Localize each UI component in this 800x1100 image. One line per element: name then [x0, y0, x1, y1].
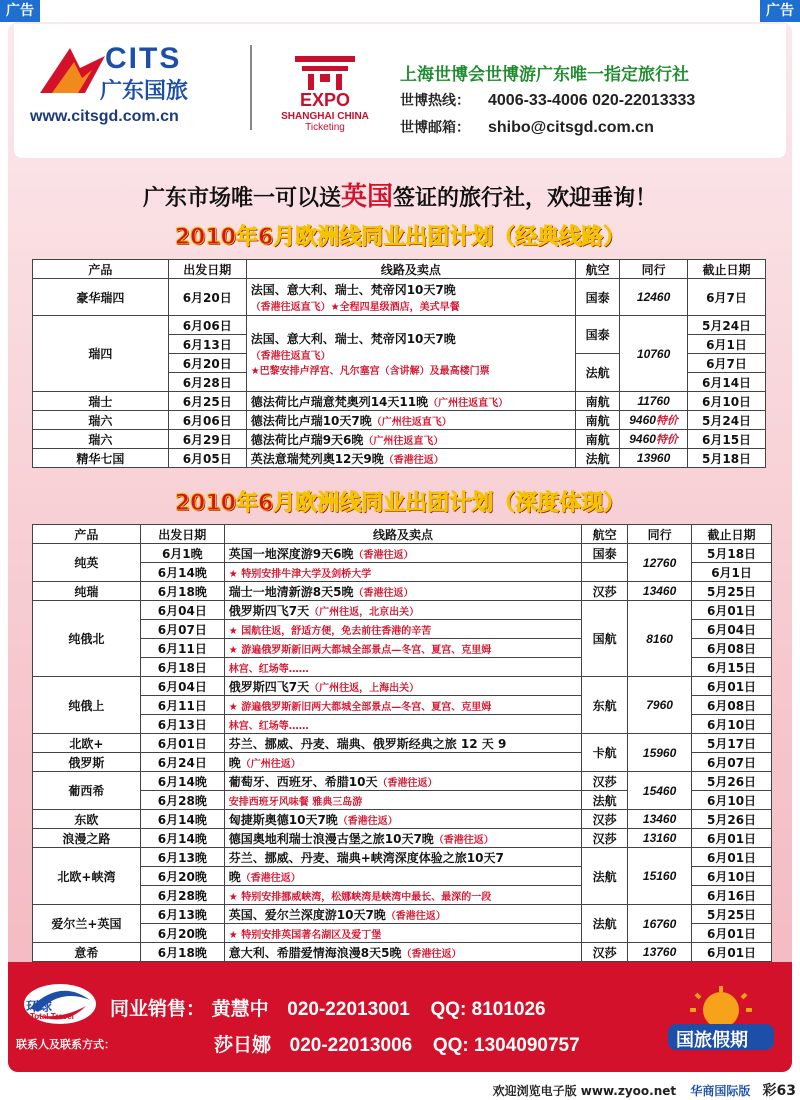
table-row: [33, 601, 772, 620]
route-star: ★ 游遍俄罗斯新旧两大都城全部景点—冬宫、夏宫、克里姆: [224, 639, 581, 658]
deadline-cell: 6月04日: [692, 620, 772, 639]
table-row: [33, 848, 772, 867]
route-note: （广州往返直飞）: [363, 435, 444, 447]
footer-site: 欢迎浏览电子版 www.zyoo.net: [492, 1084, 677, 1098]
table-row: [33, 943, 772, 962]
expo-logo: [270, 50, 380, 140]
route-cell: [246, 411, 575, 430]
route-star: ★ 特别安排挪威峡湾，松娜峡湾是峡湾中最长、最深的一段: [224, 886, 581, 905]
deadline-cell: 6月10日: [692, 867, 772, 886]
price-cell: 12760: [628, 544, 692, 582]
date-cell: 6月06日: [168, 316, 246, 335]
product-cell: 北欧+峡湾: [33, 848, 141, 905]
section2-title: 2010年6月欧洲线同业出团计划（深度体现）: [174, 491, 626, 516]
footer-brand: 华商国际版: [690, 1084, 751, 1098]
route-star: ★ 国航往返，舒适方便，免去前往香港的辛苦: [224, 620, 581, 639]
price-cell: 13760: [628, 943, 692, 962]
cits-brand: CITS: [105, 42, 182, 75]
date-cell: 6月04日: [140, 677, 224, 696]
route-cell: [224, 772, 581, 791]
product-cell: 瑞六: [33, 411, 169, 430]
sales-name-1: 黄慧中: [211, 998, 269, 1020]
route-note: （广州往返）: [240, 758, 301, 770]
route-text: 瑞士一地清新游8天5晚: [228, 584, 354, 599]
page-number: 彩63: [762, 1083, 796, 1099]
date-cell: 6月28晚: [140, 791, 224, 810]
slogan-post: 签证的旅行社，欢迎垂询！: [393, 186, 658, 211]
airline-cell: 国航: [582, 601, 628, 677]
route-text: 法国、意大利、瑞士、梵帝冈10天7晚: [250, 283, 456, 297]
cits-url: www.citsgd.com.cn: [30, 108, 179, 125]
route-note: （广州往返，北京出关）: [309, 606, 420, 618]
table-row: [33, 582, 772, 601]
price-cell: 11760: [620, 392, 688, 411]
price-cell: 15460: [628, 772, 692, 810]
table-row: [33, 411, 766, 430]
route-note: （香港往返）: [240, 872, 301, 884]
date-cell: 6月29日: [168, 430, 246, 449]
product-cell: 浪漫之路: [33, 829, 141, 848]
route-note: （香港往返直飞）: [250, 351, 331, 362]
price-cell: 12460: [620, 279, 688, 316]
route-text: 英国一地深度游9天6晚: [228, 546, 354, 561]
date-cell: 6月20晚: [140, 924, 224, 943]
cits-logo: [30, 38, 250, 128]
hotline-label: 世博热线：: [400, 93, 470, 109]
col-price: 同行: [628, 525, 692, 544]
route-text: 德法荷比卢瑞10天7晚: [250, 413, 372, 428]
route-text: 英法意瑞梵列奥12天9晚: [250, 451, 384, 466]
product-cell: 瑞六: [33, 430, 169, 449]
route-note: （香港往返）: [337, 815, 398, 827]
deadline-cell: 6月1日: [692, 563, 772, 582]
sales-label: 同业销售：: [110, 998, 206, 1020]
col-date: 出发日期: [140, 525, 224, 544]
sales-row-2: [214, 1030, 580, 1057]
sales-qq-2: QQ: 1304090757: [432, 1035, 580, 1056]
email-row: [400, 117, 654, 137]
route-cell: 芬兰、挪威、丹麦、瑞典、俄罗斯经典之旅 12 天 9: [224, 734, 581, 753]
airline-cell: 东航: [582, 677, 628, 734]
route-note: ★巴黎安排卢浮宫、凡尔塞宫（含讲解）及最高楼门票: [250, 366, 490, 377]
date-cell: 6月05日: [168, 449, 246, 468]
route-cell: [224, 810, 581, 829]
price-value: 9460: [629, 432, 656, 446]
price-cell: 15960: [628, 734, 692, 772]
deadline-cell: 6月08日: [692, 696, 772, 715]
date-cell: 6月07日: [140, 620, 224, 639]
date-cell: 6月14晚: [140, 829, 224, 848]
product-cell: 爱尔兰+英国: [33, 905, 141, 943]
route-star: 安排西班牙风味餐 雅典三岛游: [224, 791, 581, 810]
deadline-cell: 6月15日: [688, 430, 766, 449]
airline-cell: 法航: [582, 905, 628, 943]
date-cell: 6月20日: [168, 354, 246, 373]
product-cell: 俄罗斯: [33, 753, 141, 772]
price-cell: 13460: [628, 810, 692, 829]
route-text: 葡萄牙、西班牙、希腊10天: [228, 774, 378, 789]
deadline-cell: 6月01日: [692, 829, 772, 848]
deadline-cell: 6月10日: [692, 715, 772, 734]
total-travel-sub: Total Travel: [30, 1012, 74, 1021]
product-cell: 葡西希: [33, 772, 141, 810]
airline-cell: 汉莎: [582, 772, 628, 791]
price-cell: 13460: [628, 582, 692, 601]
col-airline: 航空: [576, 260, 620, 279]
header-title: 上海世博会世博游广东唯一指定旅行社: [400, 65, 689, 85]
email-value: shibo@citsgd.com.cn: [488, 119, 654, 136]
route-cell: [246, 430, 575, 449]
date-cell: 6月20日: [168, 279, 246, 316]
product-cell: 意希: [33, 943, 141, 962]
route-cell: [224, 943, 581, 962]
sales-tel-1: 020-22013001: [287, 999, 410, 1020]
deadline-cell: 6月10日: [692, 791, 772, 810]
expo-ticketing: Ticketing: [305, 122, 345, 133]
sales-row-1: [110, 994, 546, 1021]
route-text: 晚: [228, 869, 241, 884]
price-cell: 15160: [628, 848, 692, 905]
col-deadline: 截止日期: [688, 260, 766, 279]
slogan: [0, 176, 800, 213]
col-product: 产品: [33, 260, 169, 279]
sales-name-2: 莎日娜: [214, 1034, 272, 1056]
route-star: 林宫、红场等……: [224, 658, 581, 677]
route-text: 德法荷比卢瑞9天6晚: [250, 432, 364, 447]
airline-cell: 法航: [582, 791, 628, 810]
date-cell: 6月18晚: [140, 943, 224, 962]
deadline-cell: 6月15日: [692, 658, 772, 677]
table-row: [33, 392, 766, 411]
contact-label: 联系人及联系方式：: [16, 1038, 115, 1051]
price-value: 9460: [629, 413, 656, 427]
date-cell: 6月18晚: [140, 582, 224, 601]
date-cell: 6月14晚: [140, 563, 224, 582]
route-cell: [224, 753, 581, 772]
route-cell: [246, 449, 575, 468]
total-travel-text: 环球: [26, 1000, 53, 1015]
deadline-cell: 5月26日: [692, 810, 772, 829]
route-note: （香港往返）: [353, 587, 414, 599]
airline-cell: 汉莎: [582, 829, 628, 848]
deadline-cell: 5月26日: [692, 772, 772, 791]
header-divider: [250, 45, 252, 130]
deadline-cell: 5月17日: [692, 734, 772, 753]
table-row: [33, 772, 772, 791]
col-route: 线路及卖点: [246, 260, 575, 279]
date-cell: 6月13晚: [140, 905, 224, 924]
product-cell: 东欧: [33, 810, 141, 829]
deadline-cell: 6月14日: [688, 373, 766, 392]
date-cell: 6月28日: [168, 373, 246, 392]
product-cell: 瑞士: [33, 392, 169, 411]
route-star: ★ 游遍俄罗斯新旧两大都城全部景点—冬宫、夏宫、克里姆: [224, 696, 581, 715]
sales-qq-1: QQ: 8101026: [430, 999, 546, 1020]
airline-cell: 南航: [576, 392, 620, 411]
route-text: 意大利、希腊爱情海浪漫8天5晚: [228, 945, 402, 960]
route-cell: [224, 582, 581, 601]
price-cell: [620, 411, 688, 430]
date-cell: 6月25日: [168, 392, 246, 411]
route-note: （香港往返）: [383, 454, 444, 466]
classic-route-table: [32, 259, 766, 468]
airline-cell: 法航: [582, 848, 628, 905]
deadline-cell: 6月01日: [692, 677, 772, 696]
expo-subtitle: SHANGHAI CHINA: [281, 111, 369, 122]
product-cell: 精华七国: [33, 449, 169, 468]
product-cell: 豪华瑞四: [33, 279, 169, 316]
route-cell: [246, 316, 575, 392]
airline-cell: [582, 563, 628, 582]
date-cell: 6月04日: [140, 601, 224, 620]
product-cell: 纯俄北: [33, 601, 141, 677]
route-star: 林宫、红场等……: [224, 715, 581, 734]
date-cell: 6月13日: [140, 715, 224, 734]
table-header-row: [33, 525, 772, 544]
col-route: 线路及卖点: [224, 525, 581, 544]
date-cell: 6月06日: [168, 411, 246, 430]
ad-label-left: 广告: [0, 0, 40, 22]
route-text: 俄罗斯四飞7天: [228, 679, 310, 694]
route-text: 法国、意大利、瑞士、梵帝冈10天7晚: [250, 332, 456, 346]
deadline-cell: 5月18日: [688, 449, 766, 468]
route-note: （广州往返，上海出关）: [309, 682, 420, 694]
deadline-cell: 6月10日: [688, 392, 766, 411]
total-travel-logo: [20, 978, 100, 1028]
airline-cell: 南航: [576, 411, 620, 430]
product-cell: 纯英: [33, 544, 141, 582]
hotline-value: 4006-33-4006 020-22013333: [488, 92, 696, 109]
price-cell: [620, 430, 688, 449]
deadline-cell: 5月25日: [692, 905, 772, 924]
deadline-cell: 5月18日: [692, 544, 772, 563]
deadline-cell: 6月16日: [692, 886, 772, 905]
table-row: [33, 279, 766, 316]
special-badge: 特价: [655, 415, 678, 427]
route-cell: [224, 544, 581, 563]
table-row: [33, 449, 766, 468]
expo-pavilion-icon: [290, 52, 360, 92]
airline-cell: 汉莎: [582, 810, 628, 829]
table-row: [33, 829, 772, 848]
route-cell: [224, 829, 581, 848]
special-badge: 特价: [655, 434, 678, 446]
route-cell: 芬兰、挪威、丹麦、瑞典+峡湾深度体验之旅10天7: [224, 848, 581, 867]
email-label: 世博邮箱：: [400, 120, 470, 136]
deadline-cell: 6月01日: [692, 848, 772, 867]
date-cell: 6月20晚: [140, 867, 224, 886]
product-cell: 瑞四: [33, 316, 169, 392]
route-text: 晚: [228, 755, 241, 770]
date-cell: 6月13晚: [140, 848, 224, 867]
price-cell: 16760: [628, 905, 692, 943]
table-row: [33, 810, 772, 829]
route-note: （香港往返）: [433, 834, 494, 846]
date-cell: 6月11日: [140, 696, 224, 715]
price-cell: 13960: [620, 449, 688, 468]
table-row: [33, 316, 766, 335]
date-cell: 6月14晚: [140, 772, 224, 791]
date-cell: 6月1晚: [140, 544, 224, 563]
deadline-cell: 5月24日: [688, 316, 766, 335]
slogan-highlight: 英国: [340, 182, 393, 212]
route-cell: [224, 905, 581, 924]
table-header-row: [33, 260, 766, 279]
route-cell: [246, 279, 575, 316]
route-text: 俄罗斯四飞7天: [228, 603, 310, 618]
route-star: ★ 特别安排英国著名湖区及爱丁堡: [224, 924, 581, 943]
col-price: 同行: [620, 260, 688, 279]
date-cell: 6月14晚: [140, 810, 224, 829]
deadline-cell: 6月1日: [688, 335, 766, 354]
cits-brand-cn: 广东国旅: [100, 79, 189, 104]
date-cell: 6月24日: [140, 753, 224, 772]
date-cell: 6月11日: [140, 639, 224, 658]
route-text: 匈捷斯奥德10天7晚: [228, 812, 338, 827]
route-text: 德国奥地利瑞士浪漫古堡之旅10天7晚: [228, 831, 434, 846]
guolv-holiday-logo: [666, 986, 776, 1052]
in-depth-route-table: [32, 524, 772, 962]
route-note: （香港往返）: [377, 777, 438, 789]
route-text: 德法荷比卢瑞意梵奥列14天11晚: [250, 394, 429, 409]
deadline-cell: 6月7日: [688, 279, 766, 316]
route-cell: [224, 601, 581, 620]
deadline-cell: 6月01日: [692, 943, 772, 962]
airline-cell: 国泰: [576, 279, 620, 316]
deadline-cell: 6月07日: [692, 753, 772, 772]
route-note: （香港往返）: [385, 910, 446, 922]
airline-cell: 法航: [576, 449, 620, 468]
deadline-cell: 5月25日: [692, 582, 772, 601]
col-date: 出发日期: [168, 260, 246, 279]
date-cell: 6月18日: [140, 658, 224, 677]
price-cell: 13160: [628, 829, 692, 848]
deadline-cell: 6月01日: [692, 924, 772, 943]
airline-cell: 国泰: [582, 544, 628, 563]
ad-label-right: 广告: [760, 0, 800, 22]
table-row: [33, 430, 766, 449]
product-cell: 纯俄上: [33, 677, 141, 734]
route-text: 英国、爱尔兰深度游10天7晚: [228, 907, 386, 922]
table-row: [33, 905, 772, 924]
date-cell: 6月28晚: [140, 886, 224, 905]
airline-cell: 法航: [576, 354, 620, 392]
route-star: ★ 特别安排牛津大学及剑桥大学: [224, 563, 581, 582]
date-cell: 6月13日: [168, 335, 246, 354]
deadline-cell: 6月7日: [688, 354, 766, 373]
deadline-cell: 6月08日: [692, 639, 772, 658]
table-row: [33, 677, 772, 696]
hotline-row: [400, 90, 695, 110]
price-cell: 10760: [620, 316, 688, 392]
table-row: [33, 544, 772, 563]
col-product: 产品: [33, 525, 141, 544]
deadline-cell: 6月01日: [692, 601, 772, 620]
price-cell: 7960: [628, 677, 692, 734]
col-deadline: 截止日期: [692, 525, 772, 544]
route-note: （广州往返直飞）: [371, 416, 452, 428]
price-cell: 8160: [628, 601, 692, 677]
guolv-holiday-text: 国旅假期: [676, 1030, 748, 1051]
product-cell: 北欧+: [33, 734, 141, 753]
date-cell: 6月01日: [140, 734, 224, 753]
route-cell: [224, 867, 581, 886]
airline-cell: 汉莎: [582, 582, 628, 601]
col-airline: 航空: [582, 525, 628, 544]
route-note: （香港往返直飞）★全程四星级酒店，美式早餐: [250, 302, 460, 313]
product-cell: 纯瑞: [33, 582, 141, 601]
sales-tel-2: 020-22013006: [289, 1035, 413, 1056]
cits-star-icon: [30, 38, 110, 98]
route-cell: [224, 677, 581, 696]
page-footer: [0, 1080, 796, 1100]
route-note: （香港往返）: [353, 549, 414, 561]
airline-cell: 汉莎: [582, 943, 628, 962]
slogan-pre: 广东市场唯一可以送: [142, 186, 341, 211]
section1-title: 2010年6月欧洲线同业出团计划（经典线路）: [174, 225, 626, 250]
airline-cell: 国泰: [576, 316, 620, 354]
route-note: （香港往返）: [401, 948, 462, 960]
route-cell: [246, 392, 575, 411]
deadline-cell: 5月24日: [688, 411, 766, 430]
table-row: [33, 734, 772, 753]
expo-title: EXPO: [299, 90, 351, 110]
airline-cell: 卡航: [582, 734, 628, 772]
route-note: （广州往返直飞）: [428, 397, 509, 409]
airline-cell: 南航: [576, 430, 620, 449]
